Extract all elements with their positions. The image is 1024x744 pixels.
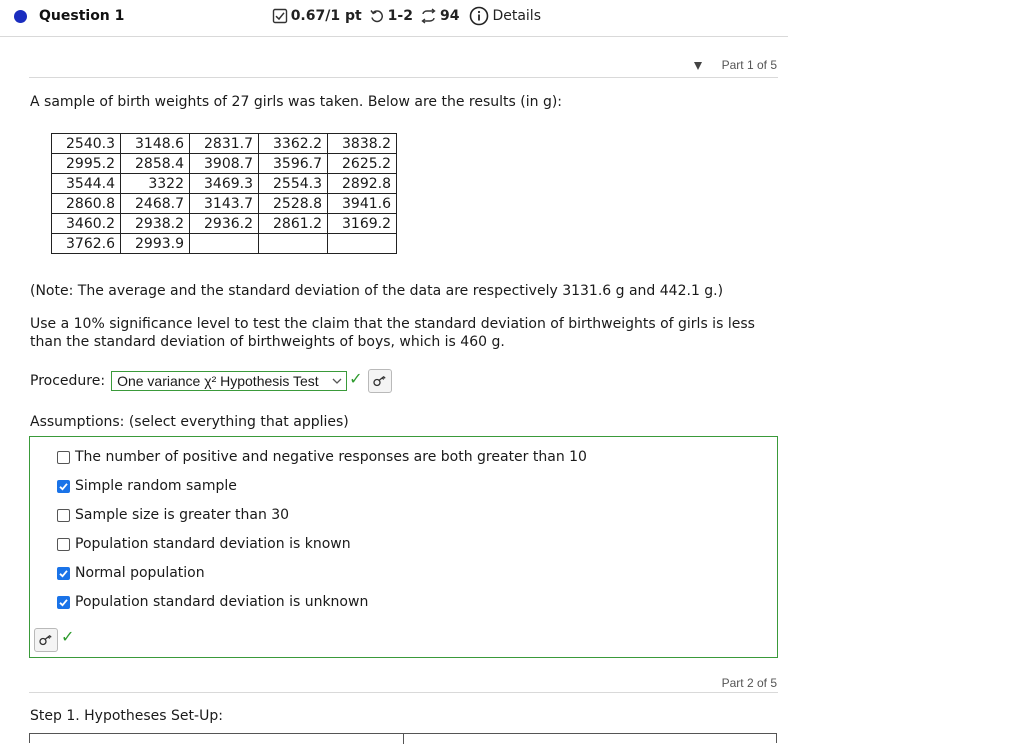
key-icon [39, 634, 53, 646]
checkmark-icon [58, 481, 69, 492]
assumptions-box [29, 436, 778, 658]
checkbox-unchecked[interactable] [57, 451, 70, 464]
table-cell: 3838.2 [328, 134, 397, 154]
table-cell: 2528.8 [259, 194, 328, 214]
procedure-select[interactable] [111, 371, 347, 391]
checkbox-unchecked[interactable] [57, 538, 70, 551]
table-cell: 2468.7 [121, 194, 190, 214]
chevron-down-icon [332, 378, 342, 385]
table-cell: 2938.2 [121, 214, 190, 234]
procedure-label: Procedure: [30, 373, 106, 389]
assumption-option[interactable] [57, 478, 237, 494]
table-cell: 3460.2 [52, 214, 121, 234]
table-cell: 2936.2 [190, 214, 259, 234]
table-cell [190, 234, 259, 254]
assumption-label: Simple random sample [75, 478, 237, 494]
table-cell: 3322 [121, 174, 190, 194]
intro-text: A sample of birth weights of 27 girls was taken. Below are the results (in g): [30, 94, 563, 110]
note-text: (Note: The average and the standard deviation of the data are respectively 3131.6 g and 442.1 g.) [30, 283, 724, 299]
assumption-option[interactable] [57, 507, 289, 523]
part1-divider [29, 77, 778, 78]
table-row [52, 154, 397, 174]
table-cell: 2993.9 [121, 234, 190, 254]
assumption-option[interactable] [57, 536, 351, 552]
details-label: Details [492, 8, 541, 24]
checkmark-icon [58, 597, 69, 608]
table-cell: 2831.7 [190, 134, 259, 154]
procedure-key-button[interactable] [368, 369, 392, 393]
table-cell: 2892.8 [328, 174, 397, 194]
info-icon [469, 6, 489, 26]
assumption-option[interactable] [57, 565, 205, 581]
table-row [52, 194, 397, 214]
checkbox-checked[interactable] [57, 480, 70, 493]
birth-weights-table [51, 133, 397, 254]
table-cell: 3908.7 [190, 154, 259, 174]
table-cell: 2860.8 [52, 194, 121, 214]
hypotheses-column-divider [403, 734, 404, 744]
attempts-text: 1-2 [387, 8, 413, 24]
part1-label: Part 1 of 5 [721, 58, 777, 72]
table-cell: 2625.2 [328, 154, 397, 174]
attempts-group [369, 8, 413, 24]
table-row [52, 174, 397, 194]
key-icon [373, 375, 387, 387]
table-row [52, 134, 397, 154]
retries-group [420, 8, 459, 24]
checkmark-icon [58, 568, 69, 579]
checkbox-checked[interactable] [57, 596, 70, 609]
assumption-label: Population standard deviation is known [75, 536, 351, 552]
assumptions-key-button[interactable] [34, 628, 58, 652]
checkbox-unchecked[interactable] [57, 509, 70, 522]
assumptions-correct-check-icon: ✓ [61, 626, 75, 646]
assumption-option[interactable] [57, 449, 587, 465]
question-header [0, 0, 788, 37]
assumptions-feedback [34, 628, 74, 652]
claim-text: Use a 10% significance level to test the claim that the standard deviation of birthweights of girls is less than the standard deviation of birthweights of boys, which is 460 g. [30, 316, 755, 350]
assumption-label: Sample size is greater than 30 [75, 507, 290, 523]
table-cell: 3544.4 [52, 174, 121, 194]
table-cell: 3362.2 [259, 134, 328, 154]
hypotheses-table-top [29, 733, 777, 743]
score-text: 0.67/1 pt [290, 8, 362, 24]
table-cell: 3143.7 [190, 194, 259, 214]
question-title-group [14, 8, 124, 24]
table-cell: 2540.3 [52, 134, 121, 154]
assumption-label: Normal population [75, 565, 205, 581]
table-cell: 3469.3 [190, 174, 259, 194]
question-meta [265, 6, 541, 26]
table-cell: 3148.6 [121, 134, 190, 154]
table-cell: 2861.2 [259, 214, 328, 234]
part1-collapse-toggle[interactable] [693, 59, 703, 75]
part2-divider [29, 692, 778, 693]
checkbox-checked[interactable] [57, 567, 70, 580]
score-group [272, 8, 362, 24]
table-cell: 3169.2 [328, 214, 397, 234]
table-cell: 2858.4 [121, 154, 190, 174]
retries-text: 94 [439, 8, 460, 24]
question-status-dot [14, 10, 27, 23]
triangle-down-icon [693, 61, 703, 71]
score-check-icon [272, 8, 288, 24]
step1-title: Step 1. Hypotheses Set-Up: [30, 708, 223, 724]
table-cell [328, 234, 397, 254]
procedure-correct-check-icon: ✓ [349, 368, 363, 388]
assumption-label: The number of positive and negative responses are both greater than 10 [75, 449, 587, 465]
table-row [52, 234, 397, 254]
procedure-row [30, 369, 392, 393]
table-cell: 2554.3 [259, 174, 328, 194]
table-row [52, 214, 397, 234]
part2-label: Part 2 of 5 [721, 676, 777, 690]
assumption-option[interactable] [57, 594, 368, 610]
details-button[interactable] [469, 6, 541, 26]
table-cell [259, 234, 328, 254]
undo-icon [369, 8, 385, 24]
assumption-label: Population standard deviation is unknown [75, 594, 369, 610]
table-cell: 3762.6 [52, 234, 121, 254]
table-cell: 3941.6 [328, 194, 397, 214]
table-cell: 3596.7 [259, 154, 328, 174]
procedure-selected-value: One variance χ² Hypothesis Test [117, 373, 319, 389]
question-title: Question 1 [39, 8, 125, 24]
retry-icon [420, 8, 437, 24]
table-cell: 2995.2 [52, 154, 121, 174]
assumptions-label: Assumptions: (select everything that applies) [30, 414, 349, 430]
